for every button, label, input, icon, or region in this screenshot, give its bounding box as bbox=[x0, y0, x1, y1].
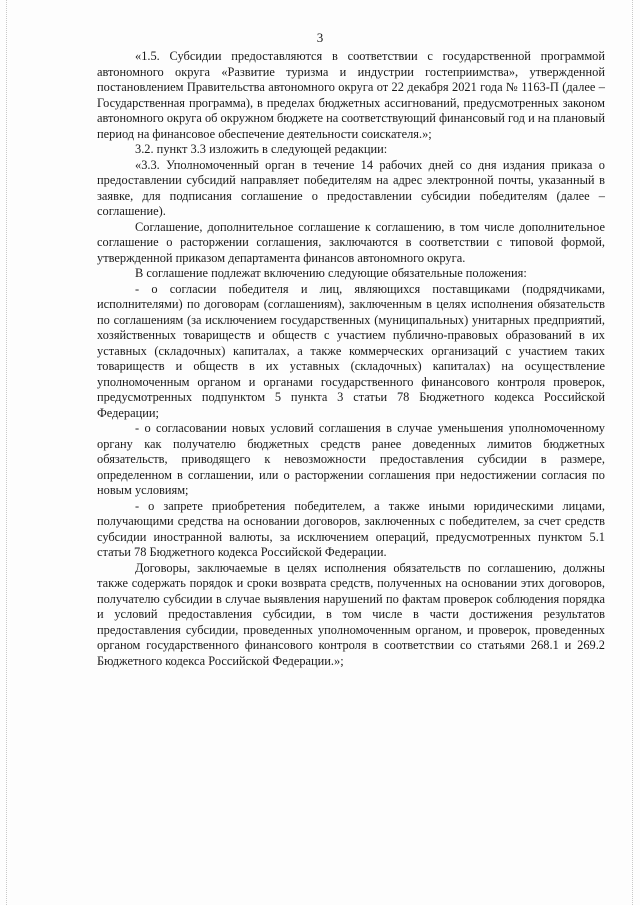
paragraph-mandatory-provisions: В соглашение подлежат включению следующие обязательные положения: bbox=[135, 266, 527, 280]
paragraph-agreement-form: Соглашение, дополнительное соглашение к соглашению, в том числе дополнительное соглашение о расторжении соглашения, заключаются в соответствии с типовой формой, утвержденной приказом департамента финансов автономного округа. bbox=[97, 219, 605, 265]
paragraph-3-3: «3.3. Уполномоченный орган в течение 14 рабочих дней со дня издания приказа о предоставлении субсидий направляет победителям на адрес электронной почты, указанный в заявке, для подписания соглашение о предоставлении субсидии победителям (далее – соглашение). bbox=[97, 157, 605, 218]
list-item-new-conditions: - о согласовании новых условий соглашения в случае уменьшения уполномоченному органу как получателю бюджетных средств ранее доведенных лимитов бюджетных обязательств, приводящего к невозможности предоставления субсидии в размере, определенном в соглашении, или о расторжении соглашения при недостижении согласия по новым условиям; bbox=[97, 421, 605, 497]
scan-edge-right bbox=[632, 0, 634, 905]
paragraph-contracts: Договоры, заключаемые в целях исполнения обязательств по соглашению, должны также содержать порядок и сроки возврата средств, полученных на основании этих договоров, получателю субсидии в случае выявления нарушений по фактам проверок соблюдения порядка и условий предоставления субсидии, в том числе в части достижения результатов предоставления субсидии, проведенных уполномоченным органом, и проверок, проведенных органом государственного финансового контроля в соответствии со статьями 268.1 и 269.2 Бюджетного кодекса Российской Федерации.»; bbox=[97, 560, 605, 668]
scan-edge-left bbox=[6, 0, 8, 905]
paragraph-1-5: «1.5. Субсидии предоставляются в соответствии с государственной программой автономного округа «Развитие туризма и индустрии гостеприимства», утвержденной постановлением Правительства автономного округа от 22 декабря 2021 года № 1163-П (далее – Государственная программа), в пределах бюджетных ассигнований, предусмотренных законом автономного округа об окружном бюджете на соответствующий финансовый год и на плановый период на финансовое обеспечение деятельности соискателя.»; bbox=[97, 49, 605, 141]
paragraph-3-2: 3.2. пункт 3.3 изложить в следующей редакции: bbox=[135, 142, 388, 156]
list-item-currency-ban: - о запрете приобретения победителем, а также иными юридическими лицами, получающими средства на основании договоров, заключенных с победителем, за счет средств субсидии иностранной валюты, за исключением операций, предусмотренных пунктом 5.1 статьи 78 Бюджетного кодекса Российской Федерации. bbox=[97, 498, 605, 559]
page-number: 3 bbox=[316, 30, 324, 45]
document-body bbox=[97, 49, 605, 669]
list-item-consent: - о согласии победителя и лиц, являющихся поставщиками (подрядчиками, исполнителями) по договорам (соглашениям), заключенным в целях исполнения обязательств по соглашениям (за исключением государственных (муниципальных) унитарных предприятий, хозяйственных товариществ и обществ с участием публично-правовых образований в их уставных (складочных) капиталах, а также коммерческих организаций с участием таких товариществ и обществ в их уставных (складочных) капиталах) на осуществление уполномоченным органом и органами государственного финансового контроля проверок, предусмотренных подпунктом 5 пункта 3 статьи 78 Бюджетного кодекса Российской Федерации; bbox=[97, 281, 605, 420]
